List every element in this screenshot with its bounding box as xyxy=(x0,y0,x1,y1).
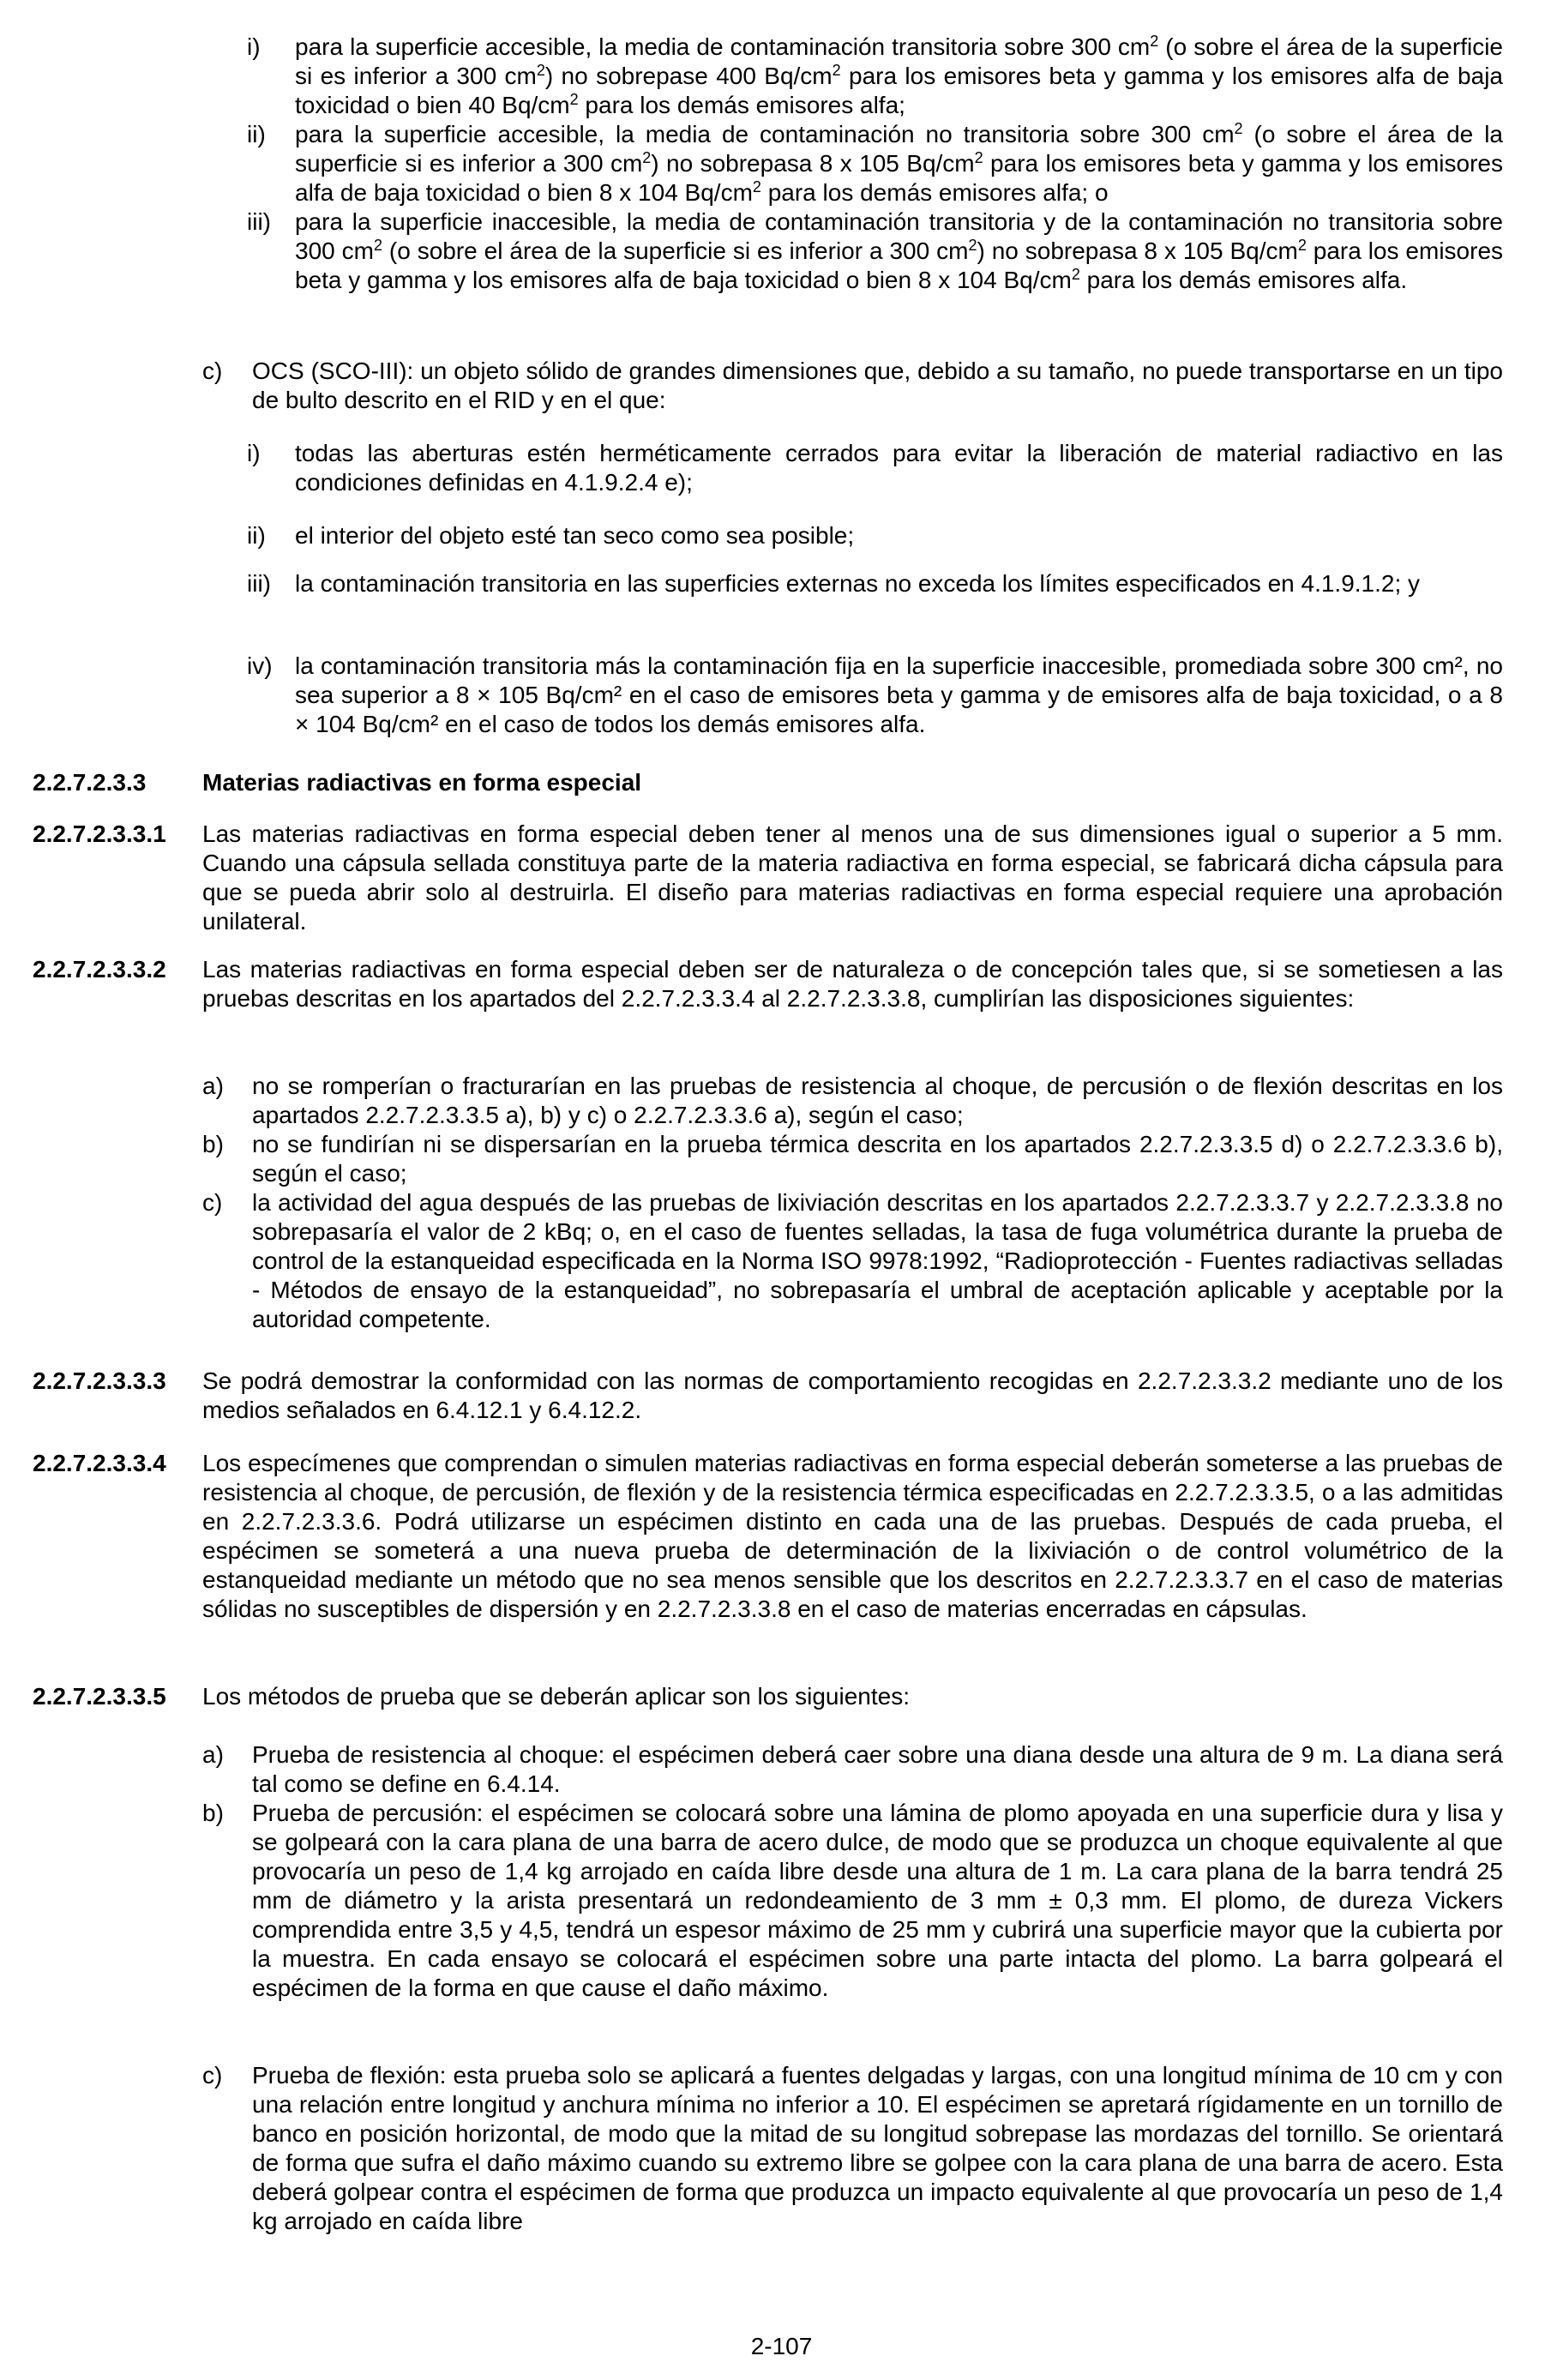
list-item-text: para la superficie inaccesible, la media de contaminación transitoria y de la contaminación no transitoria sobre 300 $cm^2$ (o sobre el área de la superficie si es inferior a 300 $cm^2$) no sobrepasa 8 x 105 $Bq/cm^2$ para los emisores beta y gamma y los emisores alfa de baja toxicidad o bien 8 x 104 $Bq/cm^2$ para los demás emisores alfa. xyxy=(295,208,1504,293)
list-item-text: la actividad del agua después de las pruebas de lixiviación descritas en los apartados 2.2.7.2.3.3.7 y 2.2.7.2.3.3.8 no sobrepasaría el valor de 2 kBq; o, en el caso de fuentes selladas, la tasa de fuga volumétrica durante la prueba de control de la estanqueidad especificada en la Norma ISO 9978:1992, “Radioprotección - Fuentes radiactivas selladas - Métodos de ensayo de la estanqueidad”, no sobrepasaría el umbral de aceptación aplicable y aceptable por la autoridad competente. xyxy=(252,1189,1503,1332)
list-item-label: ii) xyxy=(247,522,266,549)
list-item-label: a) xyxy=(202,1741,224,1768)
list-item xyxy=(202,1740,1503,1799)
list-item-label: iii) xyxy=(247,208,271,235)
list-item-text: la contaminación transitoria más la contaminación fija en la superficie inaccesible, promediada sobre 300 cm², no sea superior a 8 × 105 Bq/cm² en el caso de emisores beta y gamma y de emisores alfa de baja toxicidad, o a 8 × 104 Bq/cm² en el caso de todos los demás emisores alfa. xyxy=(295,652,1503,737)
list-item-text: no se romperían o fracturarían en las pruebas de resistencia al choque, de percusión o de flexión descritas en los apartados 2.2.7.2.3.3.5 a), b) y c) o 2.2.7.2.3.3.6 a), según el caso; xyxy=(252,1073,1503,1128)
list-item-label: iv) xyxy=(247,652,273,679)
list-item-label: b) xyxy=(202,1131,224,1157)
list-item-text: todas las aberturas estén herméticamente cerrados para evitar la liberación de material radiactivo en las condiciones definidas en 4.1.9.2.4 e); xyxy=(295,440,1503,496)
list-item xyxy=(202,357,1503,415)
list-item-label: i) xyxy=(247,33,261,60)
list-item xyxy=(247,439,1503,497)
list-item xyxy=(202,1130,1503,1188)
list-item-label: ii) xyxy=(247,121,266,147)
paragraph xyxy=(202,1682,1503,1711)
paragraph-number: 2.2.7.2.3.3.5 xyxy=(33,1683,166,1710)
list-item xyxy=(247,521,1503,550)
paragraph xyxy=(202,1367,1503,1425)
list-item-text: Prueba de resistencia al choque: el espécimen deberá caer sobre una diana desde una altura de 9 m. La diana será tal como se define en 6.4.14. xyxy=(252,1741,1503,1797)
list-item-text: Prueba de percusión: el espécimen se colocará sobre una lámina de plomo apoyada en una superficie dura y lisa y se golpeará con la cara plana de una barra de acero dulce, de modo que se produzca un choque equivalente al que provocaría un peso de 1,4 kg arrojado en caída libre desde una altura de 1 m. La cara plana de la barra tendrá 25 mm de diámetro y la arista presentará un redondeamiento de 3 mm ± 0,3 mm. El plomo, de dureza Vickers comprendida entre 3,5 y 4,5, tendrá un espesor máximo de 25 mm y cubrirá una superficie mayor que la cubierta por la muestra. En cada ensayo se colocará el espécimen sobre una parte intacta del plomo. La barra golpeará el espécimen de la forma en que cause el daño máximo. xyxy=(252,1800,1503,2001)
paragraph-text: Los métodos de prueba que se deberán aplicar son los siguientes: xyxy=(202,1683,910,1710)
paragraph-number: 2.2.7.2.3.3.3 xyxy=(33,1367,166,1394)
list-item-label: i) xyxy=(247,440,261,466)
list-item xyxy=(202,1188,1503,1334)
list-item-label: iii) xyxy=(247,570,271,597)
list-item xyxy=(247,569,1503,598)
paragraph-number: 2.2.7.2.3.3.2 xyxy=(33,956,166,983)
list-item xyxy=(202,2061,1503,2236)
paragraph-number: 2.2.7.2.3.3.1 xyxy=(33,820,166,847)
paragraph-text: Los especímenes que comprendan o simulen materias radiactivas en forma especial deberán someterse a las pruebas de resistencia al choque, de percusión, de flexión y de la resistencia térmica especificadas en 2.2.7.2.3.3.5, o a las admitidas en 2.2.7.2.3.3.6. Podrá utilizarse un espécimen distinto en cada una de las pruebas. Después de cada prueba, el espécimen se someterá a una nueva prueba de determinación de la lixiviación o de control volumétrico de la estanqueidad mediante un método que no sea menos sensible que los descritos en 2.2.7.2.3.3.7 en el caso de materias sólidas no susceptibles de dispersión y en 2.2.7.2.3.3.8 en el caso de materias encerradas en cápsulas. xyxy=(202,1450,1503,1622)
list-item xyxy=(247,207,1503,295)
section-title: Materias radiactivas en forma especial xyxy=(202,769,642,796)
paragraph-text: Las materias radiactivas en forma especial deben ser de naturaleza o de concepción tales que, si se sometiesen a las pruebas descritas en los apartados del 2.2.7.2.3.3.4 al 2.2.7.2.3.3.8, cumplirían las disposiciones siguientes: xyxy=(202,956,1503,1012)
list-item-label: a) xyxy=(202,1073,224,1099)
list-item-text: la contaminación transitoria en las superficies externas no exceda los límites especificados en 4.1.9.1.2; y xyxy=(295,570,1421,597)
paragraph xyxy=(202,820,1503,936)
list-item xyxy=(247,33,1503,120)
list-item-label: c) xyxy=(202,1189,223,1216)
list-item xyxy=(202,1072,1503,1130)
page-number: 2-107 xyxy=(750,2333,813,2359)
list-item-text: el interior del objeto esté tan seco como sea posible; xyxy=(295,522,855,549)
list-item xyxy=(247,120,1503,207)
list-item-text: no se fundirían ni se dispersarían en la prueba térmica descrita en los apartados 2.2.7.2.3.3.5 d) o 2.2.7.2.3.3.6 b), según el caso; xyxy=(252,1131,1503,1187)
list-item-label: b) xyxy=(202,1800,224,1826)
list-item-text: para la superficie accesible, la media de contaminación transitoria sobre 300 $cm^2$ (o sobre el área de la superficie si es inferior a 300 $cm^2$) no sobrepase 400 $Bq/cm^2$ para los emisores beta y gamma y los emisores alfa de baja toxicidad o bien 40 $Bq/cm^2$ para los demás emisores alfa; xyxy=(295,33,1503,118)
list-item-text: para la superficie accesible, la media de contaminación no transitoria sobre 300 $cm^2$ (o sobre el área de la superficie si es inferior a 300 $cm^2$) no sobrepasa 8 x 105 $Bq/cm^2$ para los emisores beta y gamma y los emisores alfa de baja toxicidad o bien 8 x 104 $Bq/cm^2$ para los demás emisores alfa; o xyxy=(295,120,1503,206)
paragraph xyxy=(202,955,1503,1013)
list-item xyxy=(247,652,1503,739)
paragraph xyxy=(202,1449,1503,1624)
list-item-text: OCS (SCO-III): un objeto sólido de grandes dimensiones que, debido a su tamaño, no puede transportarse en un tipo de bulto descrito en el RID y en el que: xyxy=(252,358,1503,413)
list-item-label: c) xyxy=(202,2062,223,2089)
paragraph-number: 2.2.7.2.3.3.4 xyxy=(33,1450,166,1476)
paragraph-text: Se podrá demostrar la conformidad con las normas de comportamiento recogidas en 2.2.7.2.3.3.2 mediante uno de los medios señalados en 6.4.12.1 y 6.4.12.2. xyxy=(202,1367,1503,1423)
list-item xyxy=(202,1799,1503,2003)
list-item-label: c) xyxy=(202,358,223,384)
list-item-text: Prueba de flexión: esta prueba solo se aplicará a fuentes delgadas y largas, con una longitud mínima de 10 cm y con una relación entre longitud y anchura mínima no inferior a 10. El espécimen se apretará rígidamente en un tornillo de banco en posición horizontal, de modo que la mitad de su longitud sobrepase las mordazas del tornillo. Se orientará de forma que sufra el daño máximo cuando su extremo libre se golpee con la cara plana de una barra de acero. Esta deberá golpear contra el espécimen de forma que produzca un impacto equivalente al que provocaría un peso de 1,4 kg arrojado en caída libre xyxy=(252,2062,1503,2234)
paragraph-text: Las materias radiactivas en forma especial deben tener al menos una de sus dimensiones igual o superior a 5 mm. Cuando una cápsula sellada constituya parte de la materia radiactiva en forma especial, se fabricará dicha cápsula para que se pueda abrir solo al destruirla. El diseño para materias radiactivas en forma especial requiere una aprobación unilateral. xyxy=(202,820,1503,935)
section-number: 2.2.7.2.3.3 xyxy=(33,769,147,796)
